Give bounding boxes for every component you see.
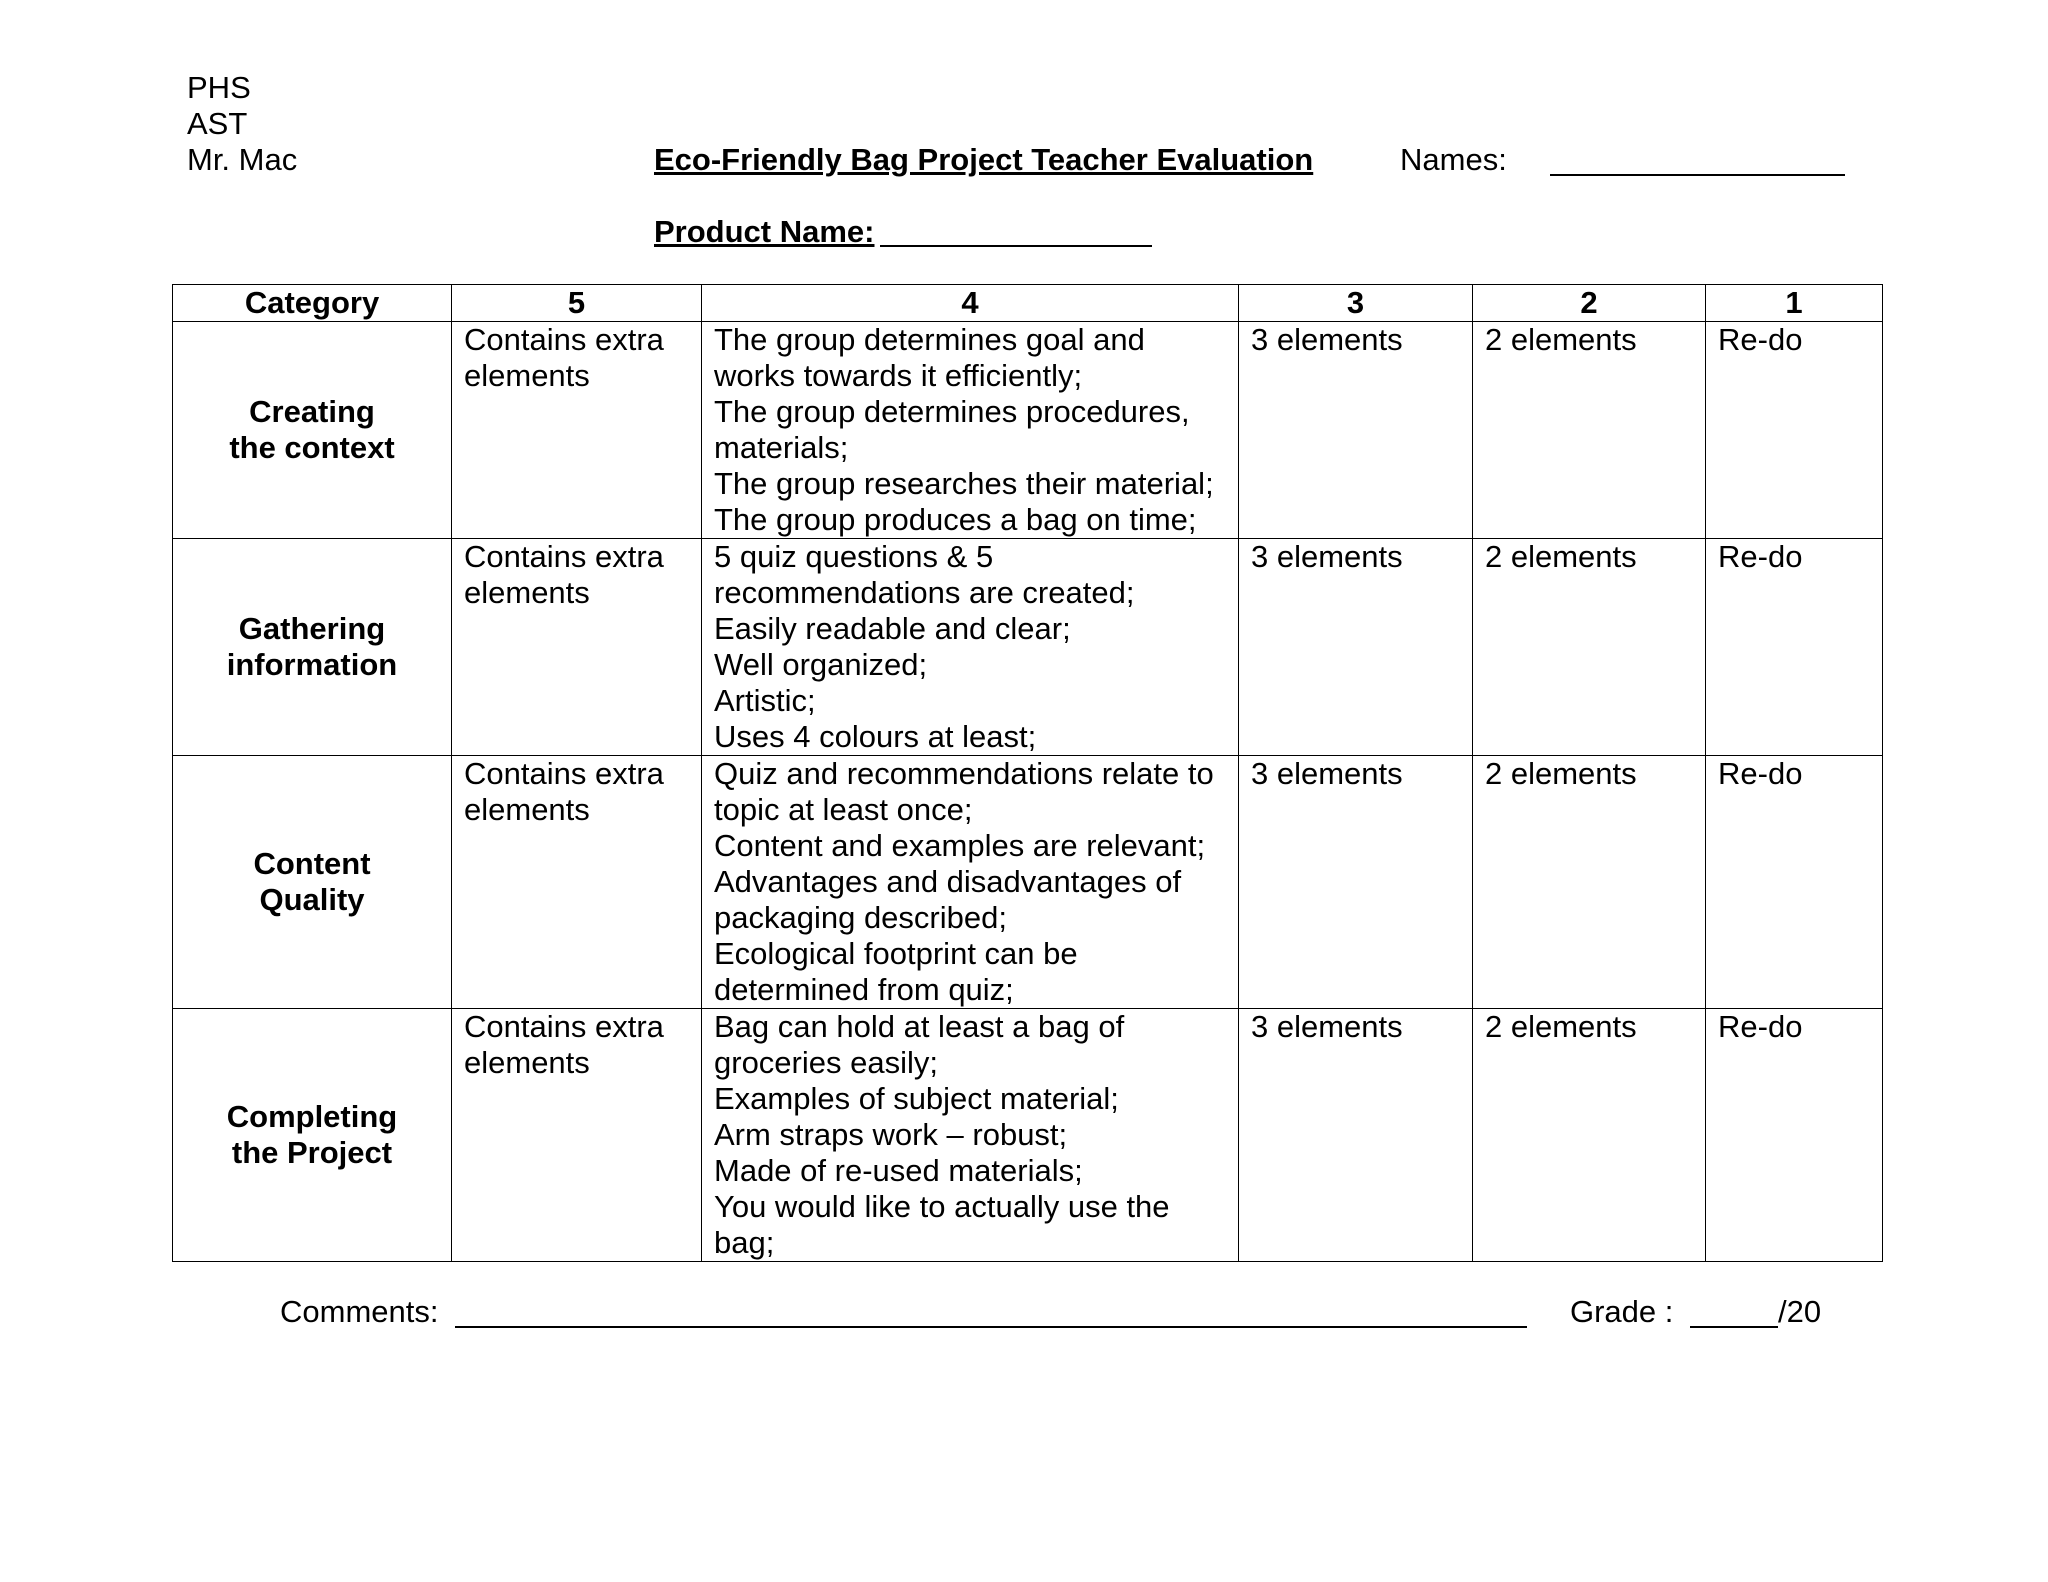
teacher-name: Mr. Mac	[187, 142, 298, 177]
score1-cell: Re-do	[1706, 322, 1883, 539]
rubric-row-gathering-information	[173, 539, 1883, 756]
comments-label: Comments:	[280, 1294, 439, 1329]
rubric-row-creating-context	[173, 322, 1883, 539]
criterion-item: Content and examples are relevant;	[714, 828, 1206, 863]
header-info	[187, 70, 297, 178]
score2-cell: 2 elements	[1473, 1009, 1706, 1262]
criterion-item: The group determines goal and works towards it efficiently;	[714, 322, 1145, 393]
names-blank-line[interactable]	[1550, 174, 1845, 176]
grade-blank-line[interactable]	[1690, 1326, 1778, 1328]
column-header-1: 1	[1706, 285, 1883, 322]
score5-cell: Contains extra elements	[452, 539, 702, 756]
score4-cell	[702, 322, 1239, 539]
category-label: Creating the context	[229, 394, 395, 465]
category-cell	[173, 539, 452, 756]
score1-cell: Re-do	[1706, 1009, 1883, 1262]
score4-cell	[702, 1009, 1239, 1262]
category-label: Content Quality	[253, 846, 371, 917]
category-cell	[173, 322, 452, 539]
criterion-item: Advantages and disadvantages of packaging described;	[714, 864, 1182, 935]
criterion-item: The group produces a bag on time;	[714, 502, 1197, 537]
category-label: Gathering information	[226, 611, 398, 682]
score3-cell: 3 elements	[1239, 756, 1473, 1009]
column-header-2: 2	[1473, 285, 1706, 322]
category-label: Completing the Project	[226, 1099, 398, 1170]
rubric-header-row	[173, 285, 1883, 322]
score1-cell: Re-do	[1706, 539, 1883, 756]
criterion-item: Quiz and recommendations relate to topic at least once;	[714, 756, 1214, 827]
criterion-item: Made of re-used materials;	[714, 1153, 1083, 1188]
criterion-item: Well organized;	[714, 647, 928, 682]
column-header-5: 5	[452, 285, 702, 322]
product-name-label: Product Name:	[654, 214, 875, 249]
score5-cell: Contains extra elements	[452, 756, 702, 1009]
criterion-item: Arm straps work – robust;	[714, 1117, 1068, 1152]
criterion-item: Bag can hold at least a bag of groceries easily;	[714, 1009, 1125, 1080]
score5-cell: Contains extra elements	[452, 1009, 702, 1262]
rubric-row-content-quality	[173, 756, 1883, 1009]
score2-cell: 2 elements	[1473, 539, 1706, 756]
score3-cell: 3 elements	[1239, 539, 1473, 756]
rubric-row-completing-project	[173, 1009, 1883, 1262]
score2-cell: 2 elements	[1473, 322, 1706, 539]
course-name: AST	[187, 106, 248, 141]
criterion-item: You would like to actually use the bag;	[714, 1189, 1170, 1260]
score2-cell: 2 elements	[1473, 756, 1706, 1009]
category-cell	[173, 756, 452, 1009]
document-title: Eco-Friendly Bag Project Teacher Evaluation	[654, 142, 1314, 177]
category-cell	[173, 1009, 452, 1262]
names-label: Names:	[1400, 142, 1507, 177]
score3-cell: 3 elements	[1239, 1009, 1473, 1262]
criterion-item: 5 quiz questions & 5 recommendations are created;	[714, 539, 1135, 610]
grade-label: Grade :	[1570, 1294, 1674, 1329]
score1-cell: Re-do	[1706, 756, 1883, 1009]
comments-blank-line[interactable]	[455, 1326, 1527, 1328]
score4-cell	[702, 539, 1239, 756]
product-name-blank-line[interactable]	[880, 245, 1152, 247]
criterion-item: The group researches their material;	[714, 466, 1214, 501]
criterion-item: The group determines procedures, materials;	[714, 394, 1190, 465]
criterion-item: Examples of subject material;	[714, 1081, 1119, 1116]
score3-cell: 3 elements	[1239, 322, 1473, 539]
criterion-item: Ecological footprint can be determined from quiz;	[714, 936, 1078, 1007]
school-name: PHS	[187, 70, 251, 105]
score5-cell: Contains extra elements	[452, 322, 702, 539]
column-header-4: 4	[702, 285, 1239, 322]
criterion-item: Easily readable and clear;	[714, 611, 1071, 646]
rubric-table	[172, 284, 1883, 1262]
criterion-item: Uses 4 colours at least;	[714, 719, 1037, 754]
score4-cell	[702, 756, 1239, 1009]
column-header-category: Category	[173, 285, 452, 322]
criterion-item: Artistic;	[714, 683, 816, 718]
column-header-3: 3	[1239, 285, 1473, 322]
grade-total: /20	[1778, 1294, 1822, 1329]
